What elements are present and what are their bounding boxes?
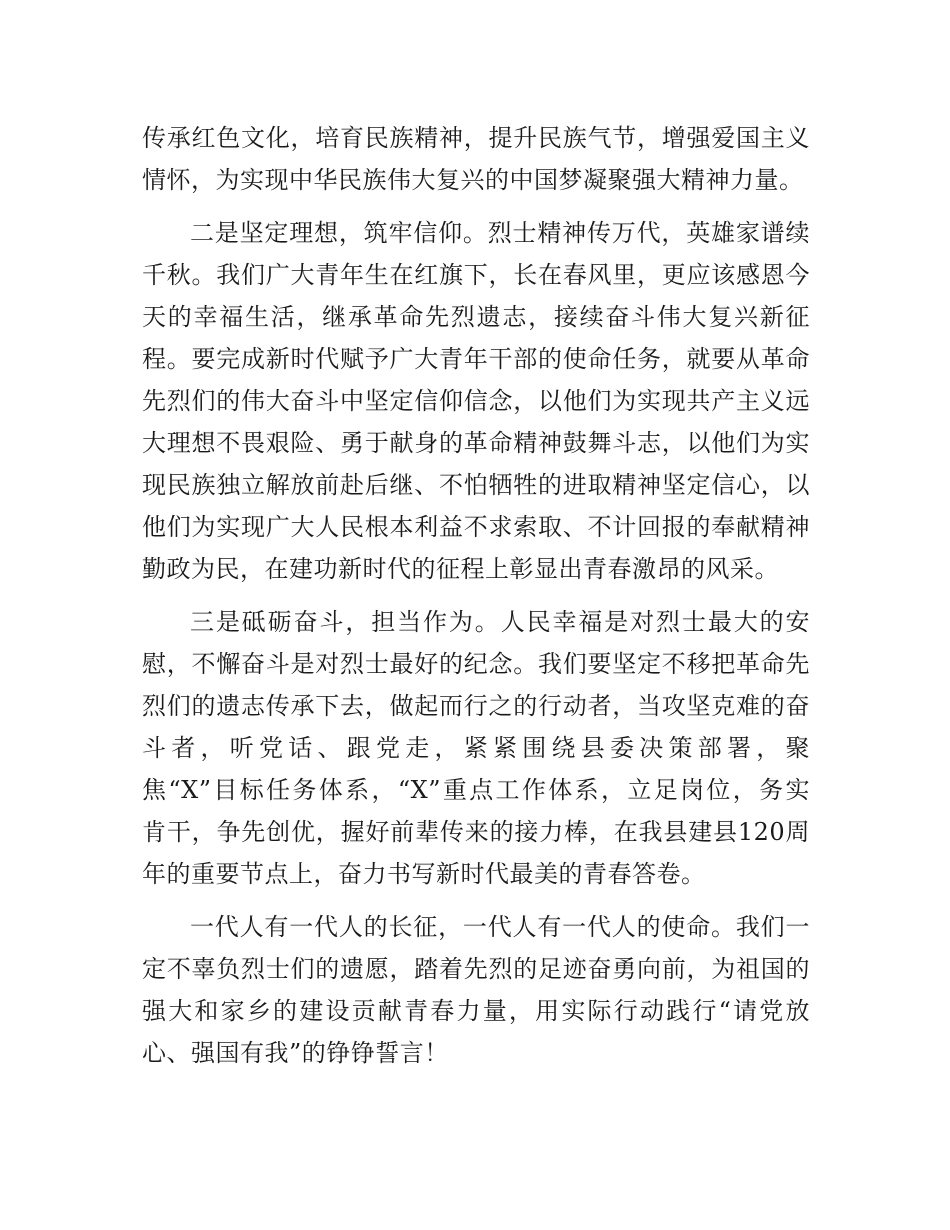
paragraph-3 <box>142 601 810 895</box>
paragraph-line: 传承红色文化，培育民族精神，提升民族气节，增强爱国主义 <box>142 124 810 152</box>
paragraph-line: 三是砥砺奋斗，担当作为。人民幸福是对烈士最大的安 <box>190 608 810 636</box>
paragraph-line: 年的重要节点上，奋力书写新时代最美的青春答卷。 <box>142 860 706 888</box>
paragraph-line: 强大和家乡的建设贡献青春力量，用实际行动践行“请党放 <box>142 997 810 1025</box>
document-body <box>142 117 810 1085</box>
paragraph-2 <box>142 212 810 590</box>
paragraph-line: 千秋。我们广大青年生在红旗下，长在春风里，更应该感恩今 <box>142 261 810 289</box>
paragraph-line: 先烈们的伟大奋斗中坚定信仰信念，以他们为实现共产主义远 <box>142 387 810 415</box>
paragraph-line: 天的幸福生活，继承革命先烈遗志，接续奋斗伟大复兴新征 <box>142 303 810 331</box>
paragraph-line: 他们为实现广大人民根本利益不求索取、不计回报的奉献精神 <box>142 513 810 541</box>
paragraph-line: 情怀，为实现中华民族伟大复兴的中国梦凝聚强大精神力量。 <box>142 166 804 194</box>
paragraph-line: 定不辜负烈士们的遗愿，踏着先烈的足迹奋勇向前，为祖国的 <box>142 955 810 983</box>
paragraph-line: 一代人有一代人的长征，一代人有一代人的使命。我们一 <box>190 913 810 941</box>
paragraph-line: 焦“X”目标任务体系，“X”重点工作体系，立足岗位，务实 <box>142 776 810 804</box>
paragraph-line: 斗者，听党话、跟党走，紧紧围绕县委决策部署，聚 <box>142 734 810 762</box>
paragraph-line: 烈们的遗志传承下去，做起而行之的行动者，当攻坚克难的奋 <box>142 692 810 720</box>
paragraph-line: 大理想不畏艰险、勇于献身的革命精神鼓舞斗志，以他们为实 <box>142 429 810 457</box>
paragraph-1 <box>142 117 810 201</box>
paragraph-line: 现民族独立解放前赴后继、不怕牺牲的进取精神坚定信心，以 <box>142 471 810 499</box>
paragraph-line: 肯干，争先创优，握好前辈传来的接力棒，在我县建县120周 <box>142 818 810 846</box>
paragraph-line: 二是坚定理想，筑牢信仰。烈士精神传万代，英雄家谱续 <box>190 219 810 247</box>
paragraph-line: 心、强国有我”的铮铮誓言！ <box>142 1039 449 1067</box>
paragraph-line: 慰，不懈奋斗是对烈士最好的纪念。我们要坚定不移把革命先 <box>142 650 810 678</box>
paragraph-4 <box>142 906 810 1074</box>
paragraph-line: 勤政为民，在建功新时代的征程上彰显出青春激昂的风采。 <box>142 555 779 583</box>
paragraph-line: 程。要完成新时代赋予广大青年干部的使命任务，就要从革命 <box>142 345 810 373</box>
